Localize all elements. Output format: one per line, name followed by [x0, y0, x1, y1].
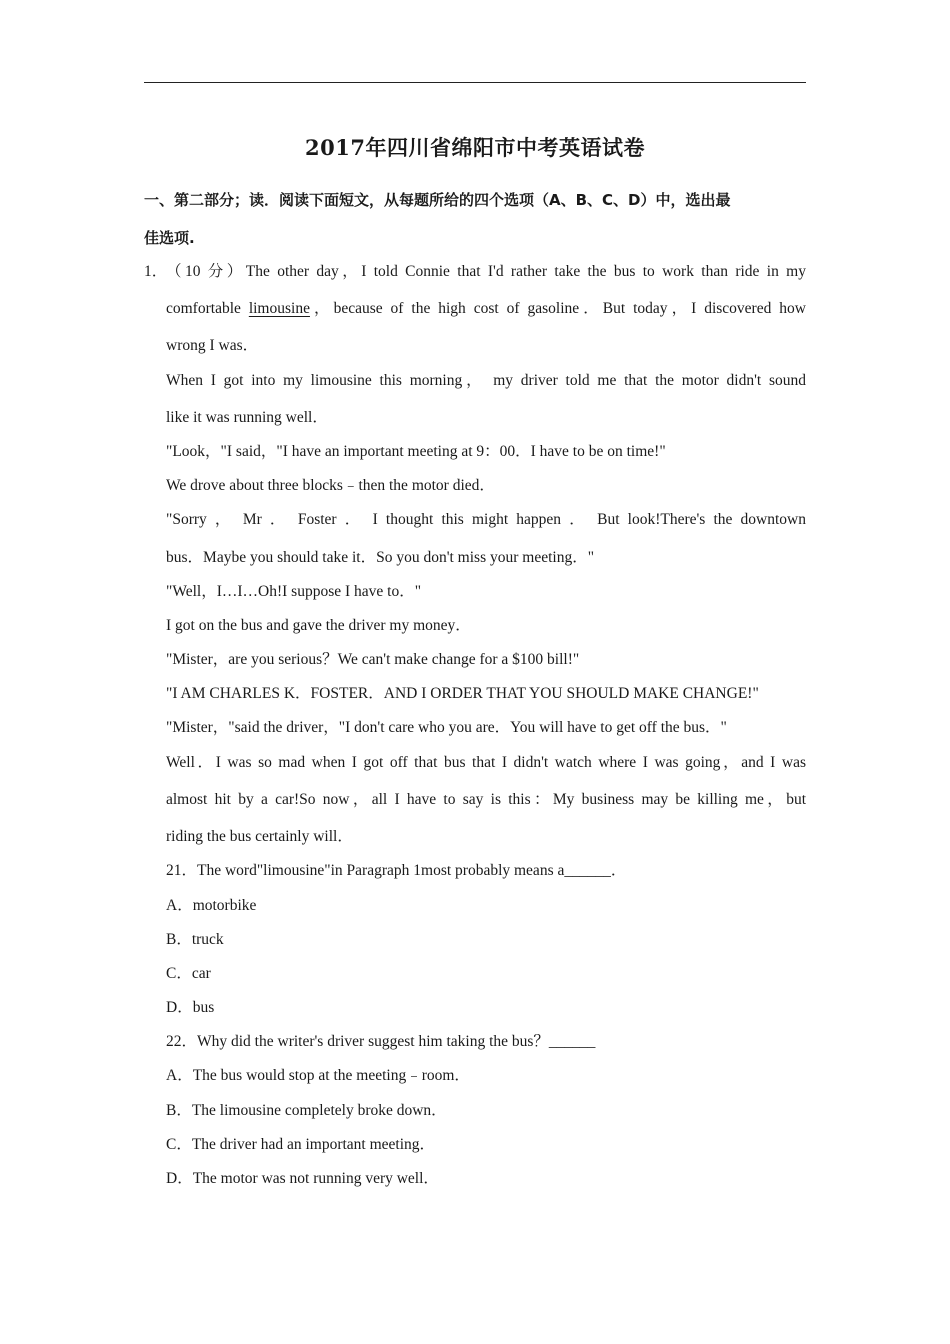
question-22-option-c: C．The driver had an important meeting． [166, 1136, 436, 1153]
underlined-word: limousine [248, 300, 310, 317]
passage-line: riding the bus certainly will． [166, 828, 353, 845]
passage-line: I got on the bus and gave the driver my money． [166, 617, 471, 634]
question-21-stem: 21．The word"limousine"in Paragraph 1most probably means a______． [166, 862, 627, 879]
question-22-stem: 22．Why did the writer's driver suggest him taking the bus？______ [166, 1033, 596, 1050]
passage-line: We drove about three blocks﹣then the motor died． [166, 477, 495, 494]
passage-line: "Mister，"said the driver，"I don't care who you are．You will have to get off the bus．" [166, 719, 727, 736]
page-title: 2017年四川省绵阳市中考英语试卷 [305, 135, 645, 160]
section-instruction-line2: 佳选项. [144, 229, 195, 247]
passage-line: "Mister，are you serious？We can't make change for a $100 bill!" [166, 651, 580, 668]
passage-line: "I AM CHARLES K．FOSTER．AND I ORDER THAT YOU SHOULD MAKE CHANGE!" [166, 685, 759, 702]
passage-line: "Look，"I said，"I have an important meeting at 9：00．I have to be on time!" [166, 443, 666, 460]
passage-text: The other day，I told Connie that I'd rather take the bus to work than ride in my [245, 263, 806, 280]
passage-line: Well．I was so mad when I got off that bus that I didn't watch where I was going，and I was [166, 754, 806, 771]
question1-line2 [166, 299, 806, 319]
passage-text: ，because of the high cost of gasoline．But today，I discovered how [309, 300, 806, 317]
passage-line: "Sorry ， Mr ． Foster ． I thought this might happen ． But look!There's the downtown [166, 511, 806, 528]
question-21-option-a: A．motorbike [166, 897, 257, 914]
passage-line: When I got into my limousine this morning， my driver told me that the motor didn't sound [166, 372, 806, 389]
question-22-option-a: A．The bus would stop at the meeting﹣room． [166, 1067, 470, 1084]
passage-text: comfortable [166, 300, 249, 317]
passage-line: almost hit by a car!So now，all I have to say is this：My business may be killing me，but [166, 791, 806, 808]
question-number [144, 262, 167, 282]
question-number-label: 1． [144, 263, 168, 280]
passage-line: "Well，I…I…Oh!I suppose I have to．" [166, 583, 422, 600]
question1-line1 [166, 262, 806, 282]
header-rule [144, 82, 806, 83]
question-21-option-c: C．car [166, 965, 211, 982]
question1-line3: wrong I was． [166, 337, 259, 354]
question-22-option-d: D．The motor was not running very well． [166, 1170, 439, 1187]
question-21-option-d: D．bus [166, 999, 215, 1016]
passage-line: like it was running well． [166, 409, 328, 426]
question-21-option-b: B．truck [166, 931, 224, 948]
section-instruction-line1: 一、第二部分；读．阅读下面短文，从每题所给的四个选项（A、B、C、D）中，选出最 [144, 191, 731, 209]
passage-line: bus．Maybe you should take it．So you don't miss your meeting．" [166, 549, 595, 566]
score-label: （10 分） [166, 263, 246, 280]
question-22-option-b: B．The limousine completely broke down． [166, 1102, 447, 1119]
